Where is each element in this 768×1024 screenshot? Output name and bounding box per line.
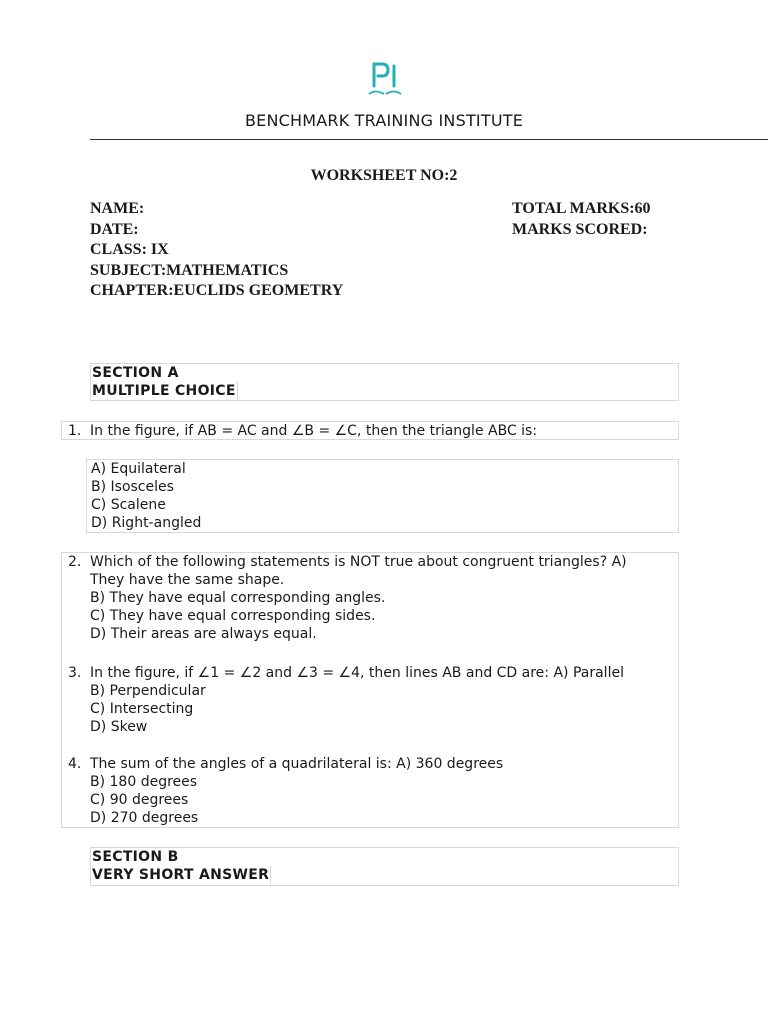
question-number: 3. (68, 665, 82, 681)
question-line: In the figure, if ∠1 = ∠2 and ∠3 = ∠4, then lines AB and CD are: A) Parallel (90, 665, 624, 681)
question-line: D) Their areas are always equal. (90, 626, 317, 643)
question-line: C) They have equal corresponding sides. (90, 608, 376, 625)
question-line: D) Skew (90, 719, 148, 736)
question-number: 2. (68, 554, 82, 570)
institute-logo-icon (368, 58, 402, 98)
question-line: The sum of the angles of a quadrilateral is: A) 360 degrees (90, 756, 504, 772)
total-marks: TOTAL MARKS:60 (512, 200, 651, 217)
question-text: In the figure, if AB = AC and ∠B = ∠C, then the triangle ABC is: (90, 423, 538, 439)
worksheet-title: WORKSHEET NO:2 (310, 167, 458, 184)
marks-info-block (512, 199, 651, 240)
question-line: C) Intersecting (90, 701, 194, 718)
question-line: C) 90 degrees (90, 792, 189, 809)
questions-2-to-4 (61, 552, 679, 828)
question-line: B) Perpendicular (90, 683, 206, 700)
option-d: D) Right-angled (91, 515, 202, 532)
marks-scored-label: MARKS SCORED: (512, 220, 648, 238)
subject-field: SUBJECT:MATHEMATICS (90, 261, 289, 279)
question-line: D) 270 degrees (90, 810, 199, 827)
option-a: A) Equilateral (91, 461, 186, 477)
section-a-title: SECTION A (92, 365, 179, 381)
section-a-subtitle: MULTIPLE CHOICE (92, 383, 236, 399)
question-1-options (86, 459, 679, 533)
section-b-header (90, 847, 679, 886)
chapter-field: CHAPTER:EUCLIDS GEOMETRY (90, 282, 344, 300)
date-field-label: DATE: (90, 220, 139, 238)
student-info-block (90, 199, 343, 302)
section-a-header (90, 363, 679, 401)
question-number: 4. (68, 756, 82, 772)
question-line: Which of the following statements is NOT true about congruent triangles? A) (90, 554, 627, 570)
option-b: B) Isosceles (91, 479, 174, 496)
question-1 (61, 421, 679, 440)
header-divider (90, 139, 768, 140)
section-b-title: SECTION B (92, 849, 179, 865)
question-number: 1. (68, 423, 82, 439)
institute-name: BENCHMARK TRAINING INSTITUTE (244, 111, 524, 130)
question-line: They have the same shape. (90, 572, 285, 589)
question-line: B) They have equal corresponding angles. (90, 590, 386, 607)
question-line: B) 180 degrees (90, 774, 198, 791)
section-b-subtitle: VERY SHORT ANSWER (92, 867, 270, 883)
name-field-label: NAME: (90, 200, 145, 217)
class-field: CLASS: IX (90, 241, 169, 259)
option-c: C) Scalene (91, 497, 166, 514)
